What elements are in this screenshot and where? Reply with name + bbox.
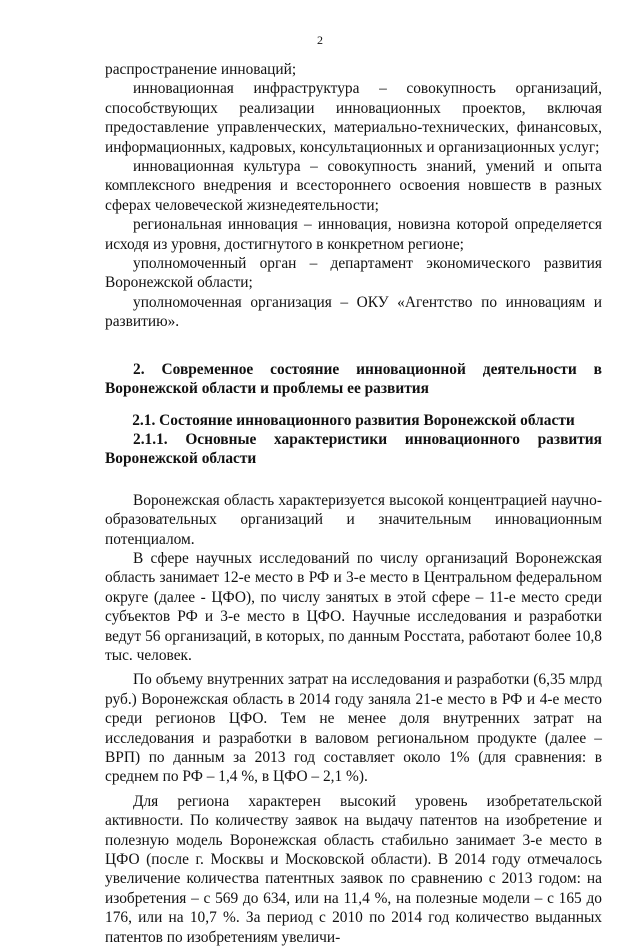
definition-item: уполномоченная организация – ОКУ «Агентство по инновациям и развитию». [105,293,602,331]
definition-item: уполномоченный орган – департамент экономического развития Воронежской области; [105,255,602,292]
definition-item: распространение инноваций; [105,61,297,78]
document-body [105,60,602,947]
definition-item: инновационная инфраструктура – совокупность организаций, способствующих реализации инновационных проектов, включая предоставление управленческих, материально-технических, финансовых, информационных, кадровых, консультационных и организационных услуг; [105,80,602,156]
body-paragraph: Воронежская область характеризуется высокой концентрацией научно-образовательных организаций и значительным инновационным потенциалом. [105,491,602,548]
body-paragraph: В сфере научных исследований по числу организаций Воронежская область занимает 12-е место в РФ и 3-е место в Центральном федеральном округе (далее - ЦФО), по числу занятых в этой сфере – 11-е место среди субъектов РФ и 3-е место в ЦФО. Научные исследования и разработки ведут 56 организаций, в которых, по данным Росстата, работают более 10,8 тыс. человек. [105,549,602,664]
section-heading: 2. Современное состояние инновационной деятельности в Воронежской области и проблемы ее развития [105,360,602,398]
definition-item: инновационная культура – совокупность знаний, умений и опыта комплексного внедрения и всестороннего освоения новшеств в разных сферах человеческой жизнедеятельности; [105,158,602,214]
subsection-heading: 2.1. Состояние инновационного развития Воронежской области [132,411,575,429]
body-paragraph: Для региона характерен высокий уровень изобретательской активности. По количеству заявок на выдачу патентов на изобретение и полезную модель Воронежская область стабильно занимает 3-е место в ЦФО (после г. Москвы и Московской области). В 2014 году отмечалось увеличение количества патентных заявок по сравнению с 2013 годом: на изобретения – с 569 до 634, или на 11,4 %, на полезные модели – с 165 до 176, или на 10,7 %. За период с 2010 по 2014 год количество выданных патентов по изобретениям увеличи- [105,792,602,946]
body-paragraph: По объему внутренних затрат на исследования и разработки (6,35 млрд руб.) Воронежская область в 2014 году заняла 21-е место в РФ и 4-е место среди регионов ЦФО. Тем не менее доля внутренних затрат на исследования и разработки в валовом региональном продукте (далее – ВРП) по данным за 2013 год составляет около 1% (для сравнения: в среднем по РФ – 1,4 %, в ЦФО – 2,1 %). [105,671,602,786]
definition-item: региональная инновация – инновация, новизна которой определяется исходя из уровня, достигнутого в конкретном регионе; [105,216,602,253]
subsubsection-heading: 2.1.1. Основные характеристики инновационного развития Воронежской области [105,430,602,468]
page-number: 2 [317,33,323,47]
